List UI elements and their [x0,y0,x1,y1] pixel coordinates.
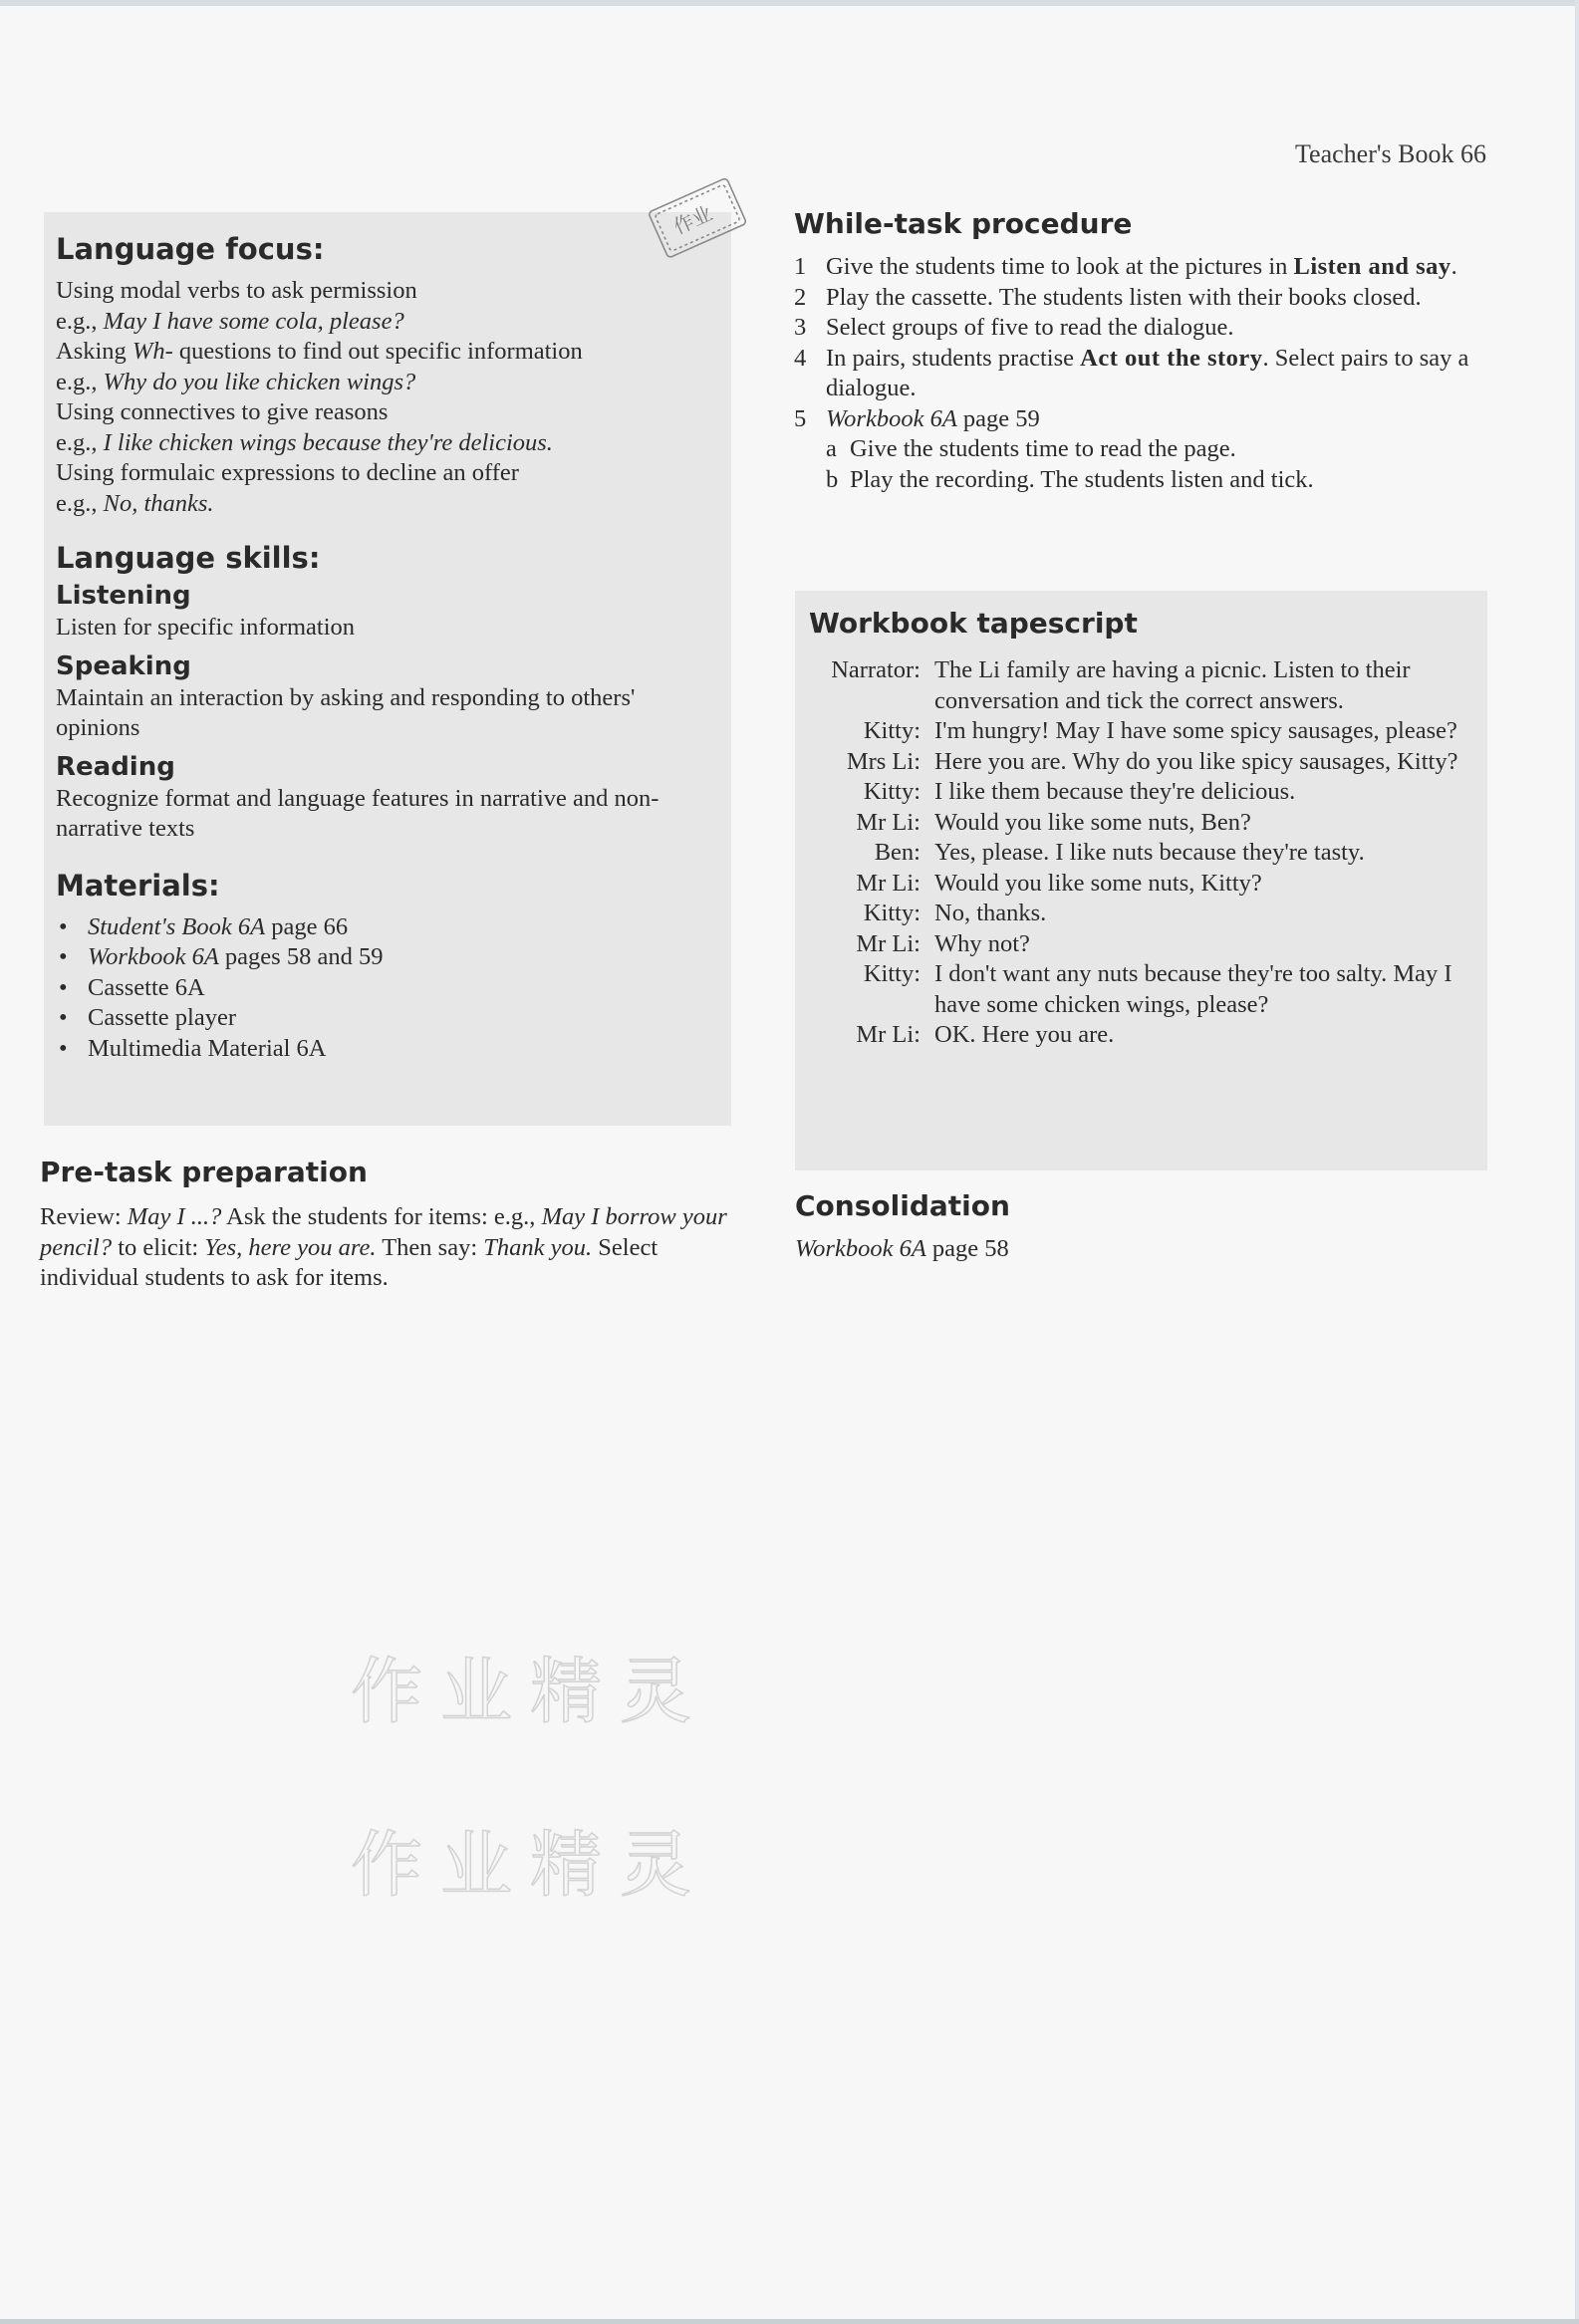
line-plain: e.g., [56,368,104,395]
step-number: 4 [794,344,807,372]
pre-task-p1: Review: [40,1203,128,1230]
listening-title: Listening [56,581,191,611]
dialogue-line: The Li family are having a picnic. Listen to their conversation and tick the correct answers. [934,656,1411,714]
line-italic: I like chicken wings because they're delicious. [103,428,553,456]
pre-task-i4: Thank you. [483,1233,593,1261]
tapescript-title: Workbook tapescript [809,607,1138,640]
materials-item [56,973,723,1004]
line-plain: e.g., [56,489,104,517]
while-task-steps [794,252,1491,495]
dialogue-line: I'm hungry! May I have some spicy sausages, please? [934,717,1457,744]
language-focus-line [56,458,723,489]
pre-task-i2: May I borrow your pencil? [40,1203,727,1261]
step-number: 5 [794,404,807,432]
while-task-step [794,252,1491,283]
line-plain: Using connectives to give reasons [56,398,389,425]
consolidation-title: Consolidation [795,1189,1010,1222]
top-edge [0,0,1579,6]
materials-title: Materials: [56,868,220,903]
pre-task-section [40,1156,727,1294]
line-italic: Wh- [132,338,173,365]
while-task-step [794,465,1491,496]
materials-item-text: pages 58 and 59 [218,943,384,970]
dialogue-speaker: Mr Li: [856,869,921,897]
dialogue-line: No, thanks. [934,900,1047,926]
step-text-end: . [1450,253,1457,280]
materials-item [56,1003,723,1034]
right-column [794,207,1491,495]
while-task-step [794,283,1491,314]
materials-item-text: Multimedia Material 6A [88,1034,327,1062]
line-plain: Using formulaic expressions to decline an offer [56,459,519,486]
language-focus-line [56,428,723,459]
right-edge [1575,0,1579,2324]
materials-item-italic: Student's Book 6A [88,912,266,940]
consolidation-text [795,1234,1482,1265]
dialogue-speaker: Mr Li: [856,808,921,836]
step-number: 2 [794,283,807,311]
line-italic: May I have some cola, please? [103,307,404,335]
line-plain: e.g., [56,428,104,456]
materials-item [56,1034,723,1065]
while-task-step [794,313,1491,344]
dialogue-speaker: Kitty: [863,900,921,926]
while-task-step [794,434,1491,465]
materials-item [56,942,723,973]
step-bold: Act out the story [1080,344,1263,372]
consolidation-rest: page 58 [925,1235,1009,1262]
step-number: 3 [794,314,807,341]
while-task-step [794,404,1491,435]
line-rest: questions to find out specific information [172,338,583,365]
dialogue-line: I like them because they're delicious. [934,778,1296,805]
step-text: Give the students time to read the page. [850,435,1236,462]
language-skills-title: Language skills: [56,541,321,575]
step-text-end: . Select pairs to say a dialogue. [826,344,1469,401]
language-focus-lines [56,276,723,519]
language-focus-line [56,276,723,307]
dialogue-line: I don't want any nuts because they're too salty. May I have some chicken wings, please? [934,960,1452,1018]
step-text: Play the cassette. The students listen with their books closed. [826,283,1422,311]
materials-item-text: Cassette player [88,1004,236,1031]
pre-task-p3: to elicit: [112,1233,205,1261]
while-task-step [794,344,1491,404]
step-text: Play the recording. The students listen and tick. [850,465,1314,493]
line-plain: e.g., [56,307,104,335]
page-reference: Teacher's Book 66 [1294,139,1486,168]
language-focus-line [56,397,723,428]
step-text: In pairs, students practise [826,344,1081,372]
pre-task-text [40,1202,727,1294]
consolidation-italic: Workbook 6A [795,1235,926,1262]
tapescript-section [809,607,1476,1051]
materials-list [56,912,723,1065]
materials-item-text: page 66 [265,912,349,940]
dialogue-speaker: Mr Li: [856,1021,921,1048]
step-text: page 59 [956,404,1040,432]
materials-item [56,912,723,943]
reading-text: Recognize format and language features in narrative and non-narrative texts [56,784,659,842]
dialogue-line: Yes, please. I like nuts because they're tasty. [934,839,1365,866]
tapescript-dialogue [809,655,1476,1051]
step-italic: Workbook 6A [826,404,957,432]
bullet-icon: • [59,943,68,970]
step-bold: Listen and say [1293,253,1451,280]
dialogue-speaker: Ben: [874,839,921,866]
line-italic: Why do you like chicken wings? [103,368,416,395]
dialogue-speaker: Kitty: [863,960,921,987]
dialogue-line: Would you like some nuts, Ben? [934,808,1251,836]
pre-task-p4: Then say: [376,1233,484,1261]
materials-item-text: Cassette 6A [88,973,205,1001]
dialogue-speaker: Mrs Li: [846,747,921,775]
line-italic: No, thanks. [103,489,214,517]
step-text: Select groups of five to read the dialogue. [826,314,1234,341]
dialogue-line: OK. Here you are. [934,1021,1115,1048]
svg-text:作业: 作业 [669,200,716,239]
step-number: a [826,435,837,462]
language-focus-line [56,337,723,368]
pre-task-p5: Select individual students to ask for items. [40,1233,658,1291]
consolidation-section [795,1189,1482,1265]
dialogue-speaker: Kitty: [863,717,921,744]
bullet-icon: • [59,1004,68,1031]
left-column [56,229,723,1064]
line-plain: Using modal verbs to ask permission [56,277,417,304]
language-focus-line [56,307,723,338]
dialogue-line: Here you are. Why do you like spicy sausages, Kitty? [934,747,1458,775]
bullet-icon: • [59,1034,68,1062]
language-focus-line [56,489,723,520]
watermark-2: 作业精灵 [351,1823,710,1907]
speaking-title: Speaking [56,650,191,681]
dialogue-speaker: Kitty: [863,778,921,805]
step-text: Give the students time to look at the pictures in [826,253,1294,280]
language-focus-title: Language focus: [56,232,325,266]
speaking-text: Maintain an interaction by asking and responding to others' opinions [56,683,636,741]
dialogue-line: Why not? [934,929,1030,957]
listening-text: Listen for specific information [56,614,356,641]
bottom-edge [0,2319,1579,2324]
bullet-icon: • [59,973,68,1001]
dialogue-speaker: Mr Li: [856,929,921,957]
materials-item-italic: Workbook 6A [88,943,219,970]
step-number: b [826,465,839,493]
language-focus-line [56,368,723,398]
pre-task-p2: Ask the students for items: e.g., [221,1203,542,1230]
watermark-1: 作业精灵 [351,1650,710,1733]
line-plain: Asking [56,338,132,365]
step-number: 1 [794,253,807,280]
pre-task-i1: May I ...? [127,1203,222,1230]
pre-task-title: Pre-task preparation [40,1156,368,1188]
pre-task-i3: Yes, here you are. [204,1233,377,1261]
reading-title: Reading [56,751,175,782]
dialogue-line: Would you like some nuts, Kitty? [934,869,1262,897]
bullet-icon: • [59,912,68,940]
while-task-title: While-task procedure [794,207,1133,240]
dialogue-speaker: Narrator: [831,656,921,683]
